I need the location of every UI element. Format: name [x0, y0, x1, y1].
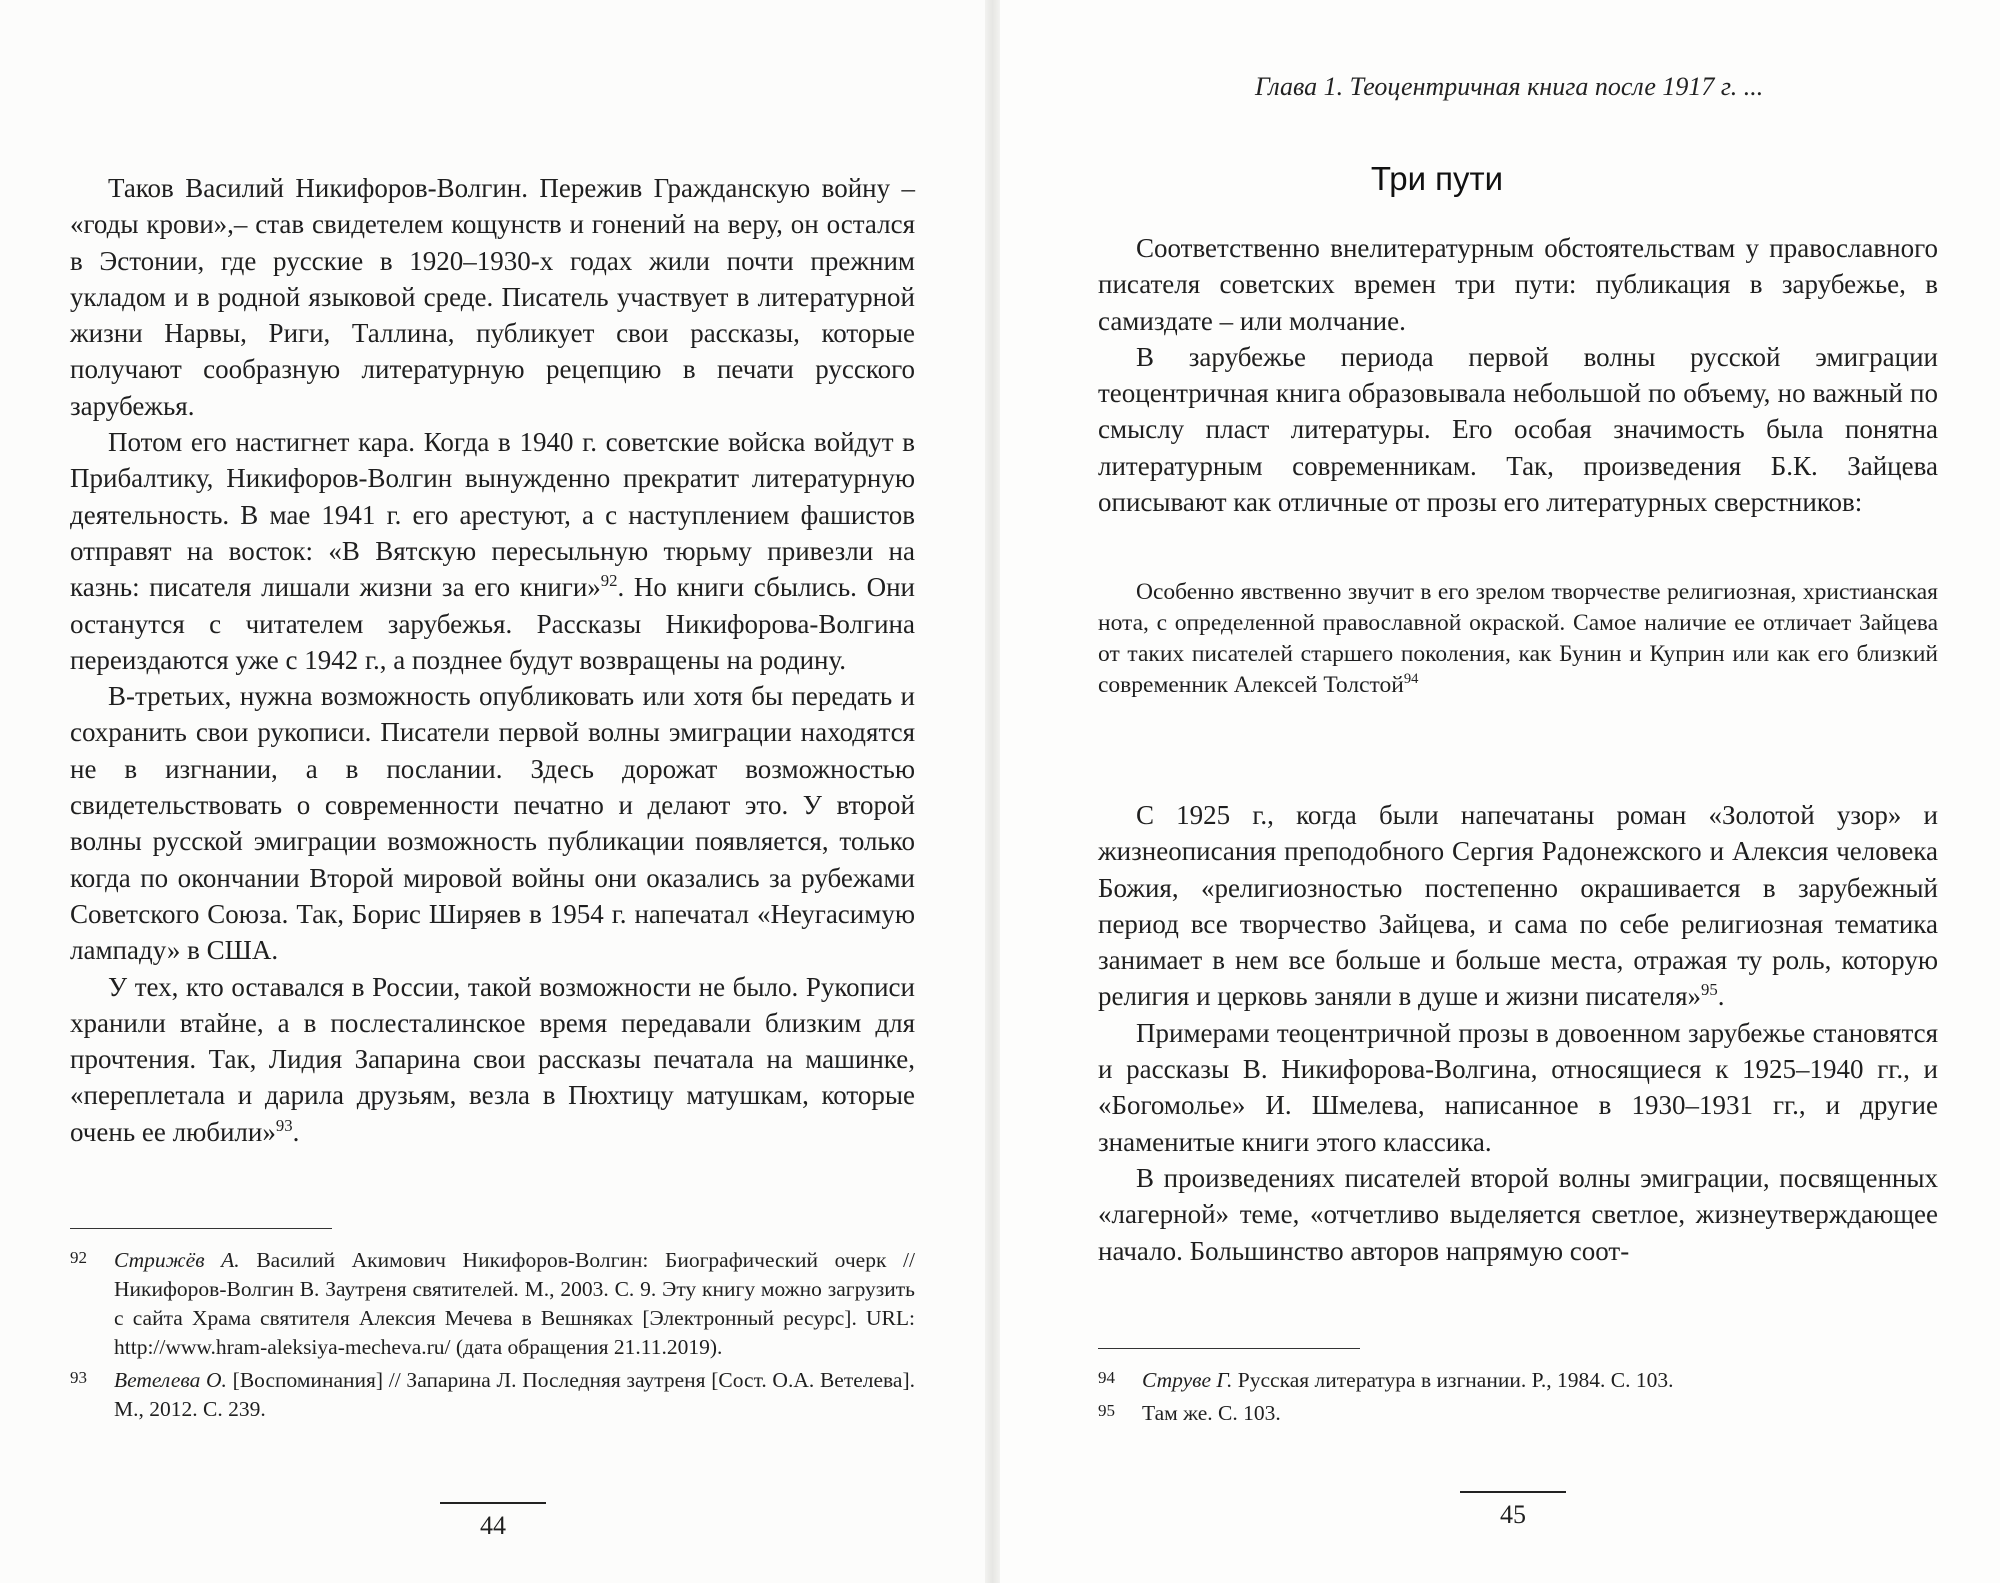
- footnote-ref: 95: [1701, 980, 1718, 1000]
- footnote-text: [1142, 1399, 1938, 1428]
- paragraph: [70, 424, 915, 678]
- paragraph: Соответственно внелитературным обстоятельствам у православного писателя советских времен три пути: публикация в зарубежье, в самиздате – или молчание.: [1098, 233, 1938, 336]
- footnote-content: [Воспоминания] // Запарина Л. Последняя заутреня [Сост. О.А. Ветелева]. М., 2012. С. 239.: [114, 1368, 915, 1421]
- right-page-body-top: [1098, 230, 1938, 520]
- right-page-body-bottom: [1098, 797, 1938, 1269]
- page-number: 45: [1500, 1500, 1526, 1529]
- footnote-content: Русская литература в изгнании. Р., 1984. С. 103.: [1232, 1368, 1674, 1392]
- paragraph: В произведениях писателей второй волны эмиграции, посвященных «лагерной» теме, «отчетливо выделяется светлое, жизнеутверждающее начало. Большинство авторов напрямую соот-: [1098, 1162, 1938, 1266]
- paragraph-text: У тех, кто оставался в России, такой возможности не было. Рукописи хранили втайне, а в послесталинское время передавали близким для прочтения. Так, Лидия Запарина свои рассказы печатала на машинке, «переплетала и дарила друзьям, везла в Пюхтицу матушкам, которые очень ее любили»: [70, 971, 915, 1147]
- quote-body: Особенно явственно звучит в его зрелом творчестве религиозная, христианская нота, с определенной православной окраской. Самое наличие ее отличает Зайцева от таких писателей старшего поколения, как Бунин и Куприн или как его близкий современник Алексей Толстой: [1098, 579, 1938, 698]
- left-footnotes: [70, 1246, 915, 1428]
- footnote-content: Там же. С. 103.: [1142, 1401, 1281, 1425]
- footnote-text: [114, 1366, 915, 1424]
- paragraph: [70, 969, 915, 1150]
- footnote-author: Ветелева О.: [114, 1368, 227, 1392]
- footnote-text: [1142, 1366, 1938, 1395]
- footnote-author: Стрижёв А.: [114, 1248, 240, 1272]
- page-number: 44: [480, 1511, 506, 1540]
- footnote-separator: [70, 1228, 332, 1229]
- paragraph: Таков Василий Никифоров-Волгин. Пережив Гражданскую войну – «годы крови»,– став свидетелем кощунств и гонений на веру, он остался в Эстонии, где русские в 1920–1930-х годах жили почти прежним укладом и в родной языковой среде. Писатель участвует в литературной жизни Нарвы, Риги, Таллина, публикует свои рассказы, которые получают сообразную литературную рецепцию в печати русского зарубежья.: [70, 173, 915, 421]
- footnote-author: Струве Г.: [1142, 1368, 1233, 1392]
- footnote-number: 93: [70, 1368, 87, 1387]
- right-footnotes: [1098, 1366, 1938, 1432]
- footnote: [1098, 1399, 1938, 1428]
- paragraph-text: С 1925 г., когда были напечатаны роман «Золотой узор» и жизнеописания преподобного Сергия Радонежского и Алексия человека Божия, «религиозностью постепенно окрашивается в зарубежный период все творчество Зайцева, и сама по себе религиозная тематика занимает в нем все больше и больше места, отражая ту роль, которую религия и церковь заняли в душе и жизни писателя»: [1098, 800, 1938, 1012]
- section-title: Три пути: [1370, 160, 1504, 197]
- footnote-ref: 94: [1403, 671, 1419, 688]
- footnote-number: 92: [70, 1248, 87, 1267]
- quote-text: [1098, 577, 1938, 701]
- paragraph-text: .: [292, 1116, 300, 1147]
- paragraph-text: Потом его настигнет кара. Когда в 1940 г. советские войска войдут в Прибалтику, Никифоров-Волгин вынужденно прекратит литературную деятельность. В мае 1941 г. его арестуют, а с наступлением фашистов отправят на восток: «В Вятскую пересыльную тюрьму привезли на казнь: писателя лишали жизни за его книги»: [70, 427, 915, 603]
- footnote: [70, 1366, 915, 1424]
- footnote-content: Василий Акимович Никифоров-Волгин: Биографический очерк // Никифоров-Волгин В. Заутреня святителей. М., 2003. С. 9. Эту книгу можно загрузить с сайта Храма святителя Алексия Мечева в Вешняках [Электронный ресурс]. URL: http://www.hram-aleksiya-mecheva.ru/ (дата обращения 21.11.2019).: [114, 1248, 915, 1359]
- footnote: [70, 1246, 915, 1362]
- running-header: Глава 1. Теоцентричная книга после 1917 г. ...: [1255, 72, 1764, 101]
- paragraph-text: . Но книги сбылись. Они останутся с читателем зарубежья. Рассказы Никифорова-Волгина переиздаются уже с 1942 г., а позднее будут возвращены на родину.: [70, 572, 915, 675]
- paragraph: В-третьих, нужна возможность опубликовать или хотя бы передать и сохранить свои рукописи. Писатели первой волны эмиграции находятся не в изгнании, а в послании. Здесь дорожат возможностью свидетельствовать о современности печатно и делают это. У второй волны русской эмиграции возможность публикации появляется, только когда по окончании Второй мировой войны они оказались за рубежами Советского Союза. Так, Борис Ширяев в 1954 г. напечатал «Неугасимую лампаду» в США.: [70, 681, 915, 966]
- left-page-body: [70, 170, 915, 1150]
- footnote-number: 94: [1098, 1368, 1115, 1387]
- footnote-text: [114, 1246, 915, 1362]
- footnote-ref: 93: [275, 1115, 293, 1135]
- paragraph: Примерами теоцентричной прозы в довоенном зарубежье становятся и рассказы В. Никифорова-Волгина, относящиеся к 1925–1940 гг., и «Богомолье» И. Шмелева, написанное в 1930–1931 гг., и другие знаменитые книги этого классика.: [1098, 1017, 1938, 1157]
- paragraph: [1098, 797, 1938, 1015]
- block-quote: [1098, 577, 1938, 701]
- page-number-rule: [440, 1502, 546, 1504]
- footnote-ref: 92: [600, 571, 618, 591]
- footnote-separator: [1098, 1348, 1360, 1349]
- book-gutter: [985, 0, 1000, 1583]
- footnote-number: 95: [1098, 1401, 1115, 1420]
- footnote: [1098, 1366, 1938, 1395]
- paragraph: В зарубежье периода первой волны русской эмиграции теоцентричная книга образовывала небольшой по объему, но важный по смыслу пласт литературы. Его особая значимость была понятна литературным современникам. Так, произведения Б.К. Зайцева описывают как отличные от прозы его литературных сверстников:: [1098, 341, 1938, 518]
- page-number-rule: [1460, 1491, 1566, 1493]
- paragraph-text: .: [1717, 981, 1725, 1012]
